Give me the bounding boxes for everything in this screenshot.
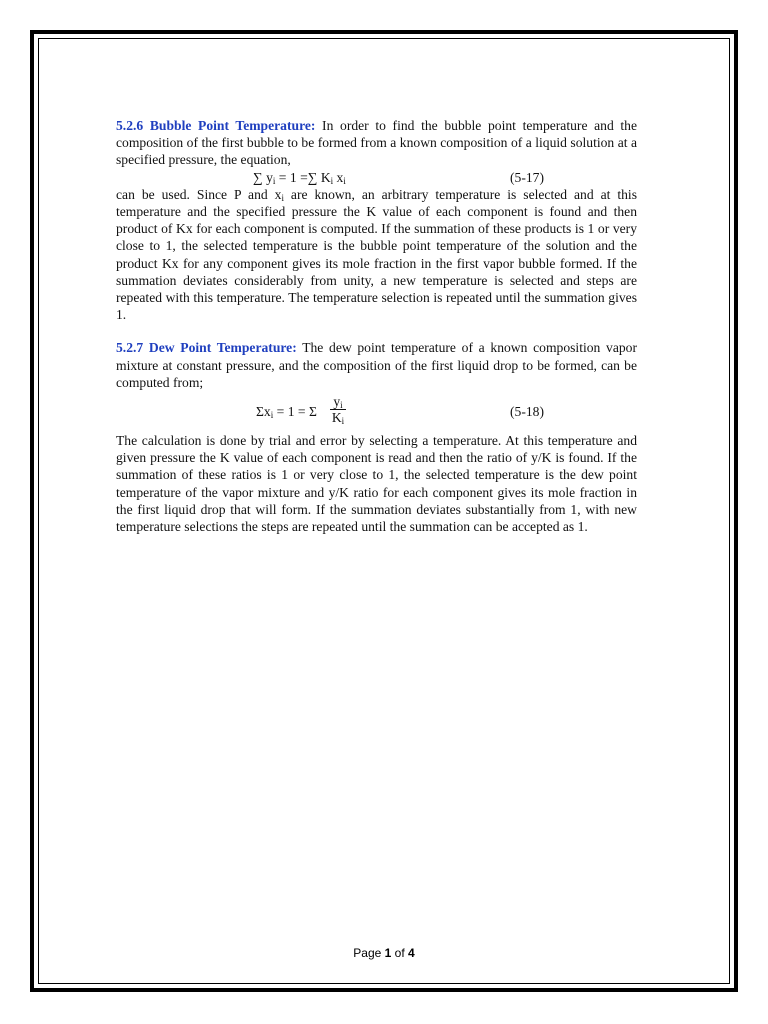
eq18-sum-x: Σx: [256, 404, 271, 420]
eq-x: x: [333, 169, 344, 185]
eq-sub-i: i: [330, 175, 334, 186]
section-spacer: [116, 323, 637, 339]
bubble-point-paragraph: [116, 117, 637, 169]
eq18-sub-i: i: [270, 410, 274, 421]
denominator-sub: i: [341, 416, 345, 427]
fraction-denominator: [330, 410, 346, 426]
equation-5-18-fraction: [330, 394, 346, 426]
bubble-point-heading: 5.2.6 Bubble Point Temperature:: [116, 118, 316, 133]
fraction-numerator: [330, 394, 346, 410]
bubble-body-sub: i: [281, 192, 284, 203]
document-body: [116, 117, 637, 535]
dew-point-heading: 5.2.7 Dew Point Temperature:: [116, 340, 297, 356]
equation-5-17-number: (5-17): [510, 169, 544, 185]
equation-5-18-number: (5-18): [510, 404, 544, 420]
eq-sum-y: ∑ y: [253, 169, 273, 185]
numerator-y: y: [333, 394, 341, 410]
numerator-sub: i: [340, 400, 343, 411]
equation-5-18: [116, 394, 637, 428]
equation-5-18-lhs: [256, 403, 317, 420]
bubble-point-intro: In order to find the bubble point temperature and the composition of the first bubble to be formed from a known composition of a liquid solution at a specified pressure, the equation,: [116, 118, 637, 168]
footer-current-page: 1: [384, 946, 392, 960]
eq-sub-i: i: [343, 175, 346, 186]
eq-mid: = 1 =∑ K: [275, 169, 331, 185]
dew-point-body: The calculation is done by trial and error by selecting a temperature. At this temperature and given pressure the K value of each component is read and then the ratio of y/K is found. If the summation of these ratios is 1 or very close to 1, the selected temperature is the dew point temperature of the vapor mixture and y/K ratio for each component gives its mole fraction in the first liquid drop that will form. If the summation deviates substantially from 1, with new temperature selections the steps are repeated until the summation can be accepted as 1.: [116, 433, 637, 535]
bubble-point-body: [116, 186, 637, 324]
dew-point-paragraph: [116, 339, 637, 391]
equation-5-17-expression: [253, 169, 346, 186]
footer-prefix: Page: [353, 946, 385, 960]
equation-5-17: [116, 169, 637, 186]
footer-of: of: [391, 946, 409, 960]
denominator-k: K: [331, 410, 342, 426]
eq18-mid: = 1 = Σ: [273, 404, 317, 420]
page-footer: [0, 946, 768, 960]
dew-point-intro: The dew point temperature of a known composition vapor mixture at constant pressure, and the composition of the first liquid drop to be formed, can be computed from;: [116, 340, 637, 390]
bubble-body-a: can be used. Since P and x: [116, 186, 282, 202]
footer-total-pages: 4: [408, 946, 415, 960]
bubble-body-b: are known, an arbitrary temperature is selected and at this temperature and the specified pressure the K value of each component is found and then product of Kx for each component is computed. If the summation of these products is 1 or very close to 1, the selected temperature is the bubble point temperature of the solution and the product Kx for any component gives its mole fraction in the first vapor bubble formed. If the summation deviates considerably from unity, a new temperature is selected and steps are repeated with this temperature. The temperature selection is repeated until the summation gives 1.: [116, 186, 637, 323]
eq-sub-i: i: [272, 175, 276, 186]
